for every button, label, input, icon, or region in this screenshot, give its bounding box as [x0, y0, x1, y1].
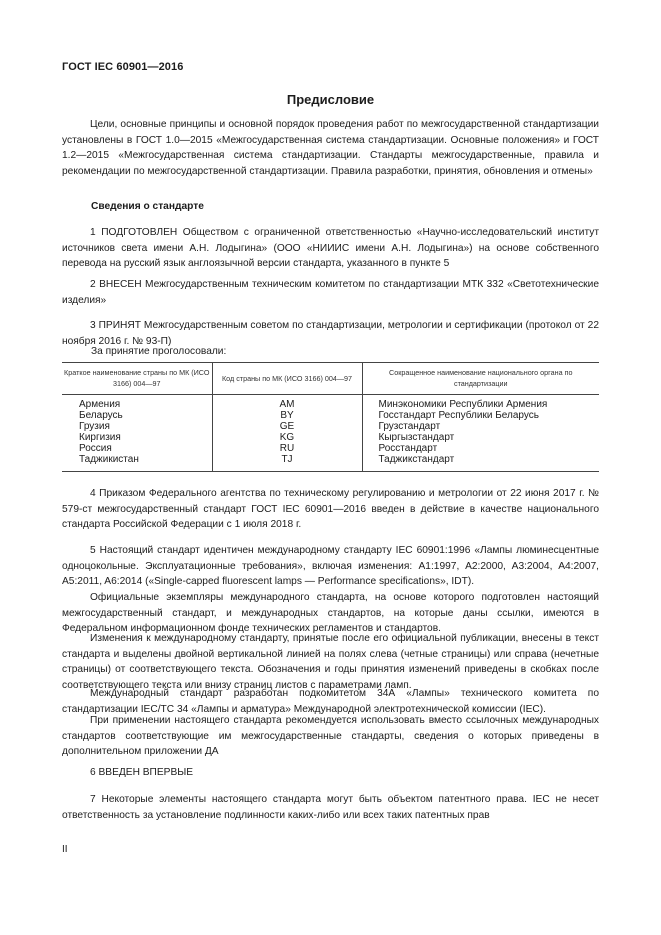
column-header-body: Сокращенное наименование национального органа по стандартизации [362, 363, 599, 395]
body-cell: Грузстандарт [362, 421, 599, 432]
item-5-amendments-paragraph: Изменения к международному стандарту, принятые после его официальной публикации, внесены в текст стандарта и выделены двойной вертикальной линией на полях слева (четные страницы) или справа (нечетные страницы) от соответствующего текста. Обозначения и годы принятия изменений приведены в скобках после соответствующего текста или внизу страниц листов с параметрами ламп. [62, 633, 599, 692]
item-2-paragraph: 2 ВНЕСЕН Межгосударственным техническим комитетом по стандартизации МТК 332 «Светотехнические изделия» [62, 279, 599, 306]
item-4-paragraph: 4 Приказом Федерального агентства по техническому регулированию и метрологии от 22 июня 2017 г. № 579-ст межгосударственный стандарт ГОСТ IEC 60901—2016 введен в действие в качестве национального стандарта Российской Федерации с 1 июля 2018 г. [62, 488, 599, 531]
code-cell: RU [212, 443, 362, 454]
intro-paragraph: Цели, основные принципы и основной порядок проведения работ по межгосударственной стандартизации установлены в ГОСТ 1.0—2015 «Межгосударственная система стандартизации. Основные положения» и ГОСТ 1.2—2015 «Межгосударственная система стандартизации. Стандарты межгосударственные, правила и рекомендации по межгосударственной стандартизации. Правила разработки, принятия, обновления и отмены» [62, 119, 599, 178]
country-cell: Армения [79, 399, 121, 410]
section-subtitle: Сведения о стандарте [91, 201, 204, 212]
page-number: II [62, 844, 68, 855]
body-cell: Таджикстандарт [362, 454, 599, 472]
table-row [62, 410, 599, 421]
code-cell: GE [212, 421, 362, 432]
item-5-paragraph: 5 Настоящий стандарт идентичен международному стандарту IEC 60901:1996 «Лампы люминесцентные одноцокольные. Эксплуатационные требования», включая изменения: A1:1997, A2:2000, A3:2004, A4:2007, A5:2011, A6:2014 («Single-capped fluorescent lamps — Performance specifications», IDT). [62, 545, 599, 588]
item-6-paragraph: 6 ВВЕДЕН ВПЕРВЫЕ [90, 767, 194, 778]
table-row [62, 421, 599, 432]
country-cell: Киргизия [79, 432, 121, 443]
column-header-code: Код страны по МК (ИСО 3166) 004—97 [212, 363, 362, 395]
code-cell: KG [212, 432, 362, 443]
body-cell: Кыргызстандарт [362, 432, 599, 443]
item-7-paragraph: 7 Некоторые элементы настоящего стандарта могут быть объектом патентного права. IEC не несет ответственность за установление подлинности каких-либо или всех таких патентных прав [62, 794, 599, 821]
table-row [62, 395, 599, 411]
item-5-application-paragraph: При применении настоящего стандарта рекомендуется использовать вместо ссылочных международных стандартов соответствующие им межгосударственные стандарты, сведения о которых приведены в дополнительном приложении ДА [62, 715, 599, 758]
table-row [62, 432, 599, 443]
body-cell: Минэкономики Республики Армения [362, 395, 599, 411]
table-row [62, 443, 599, 454]
country-cell: Грузия [79, 421, 110, 432]
country-cell: Беларусь [79, 410, 123, 421]
body-cell: Госстандарт Республики Беларусь [362, 410, 599, 421]
code-cell: BY [212, 410, 362, 421]
vote-label: За принятие проголосовали: [91, 346, 227, 357]
code-cell: AM [212, 395, 362, 411]
country-cell: Таджикистан [62, 454, 212, 472]
body-cell: Росстандарт [362, 443, 599, 454]
column-header-country: Краткое наименование страны по МК (ИСО 3166) 004—97 [62, 363, 212, 395]
item-5-developer-paragraph: Международный стандарт разработан подкомитетом 34А «Лампы» технического комитета по стандартизации IEC/TC 34 «Лампы и арматура» Международной электротехнической комиссии (IEC). [62, 688, 599, 715]
item-5-official-copies-paragraph: Официальные экземпляры международного стандарта, на основе которого подготовлен настоящий межгосударственный стандарт, и международных стандартов, на которые даны ссылки, имеются в Федеральном информационном фонде технических регламентов и стандартов. [62, 592, 599, 635]
document-code-header: ГОСТ IEC 60901—2016 [62, 61, 184, 73]
country-cell: Россия [79, 443, 112, 454]
item-3-paragraph: 3 ПРИНЯТ Межгосударственным советом по стандартизации, метрологии и сертификации (протокол от 22 ноября 2016 г. № 93-П) [62, 320, 599, 347]
table-row [62, 454, 599, 472]
table-header-row [62, 363, 599, 395]
voting-countries-table [62, 362, 599, 472]
code-cell: TJ [212, 454, 362, 472]
page-title: Предисловие [286, 92, 375, 107]
item-1-paragraph: 1 ПОДГОТОВЛЕН Обществом с ограниченной ответственностью «Научно-исследовательский институт источников света имени А.Н. Лодыгина» (ООО «НИИИС имени А.Н. Лодыгина») на основе собственного перевода на русский язык англоязычной версии стандарта, указанного в пункте 5 [62, 227, 599, 270]
